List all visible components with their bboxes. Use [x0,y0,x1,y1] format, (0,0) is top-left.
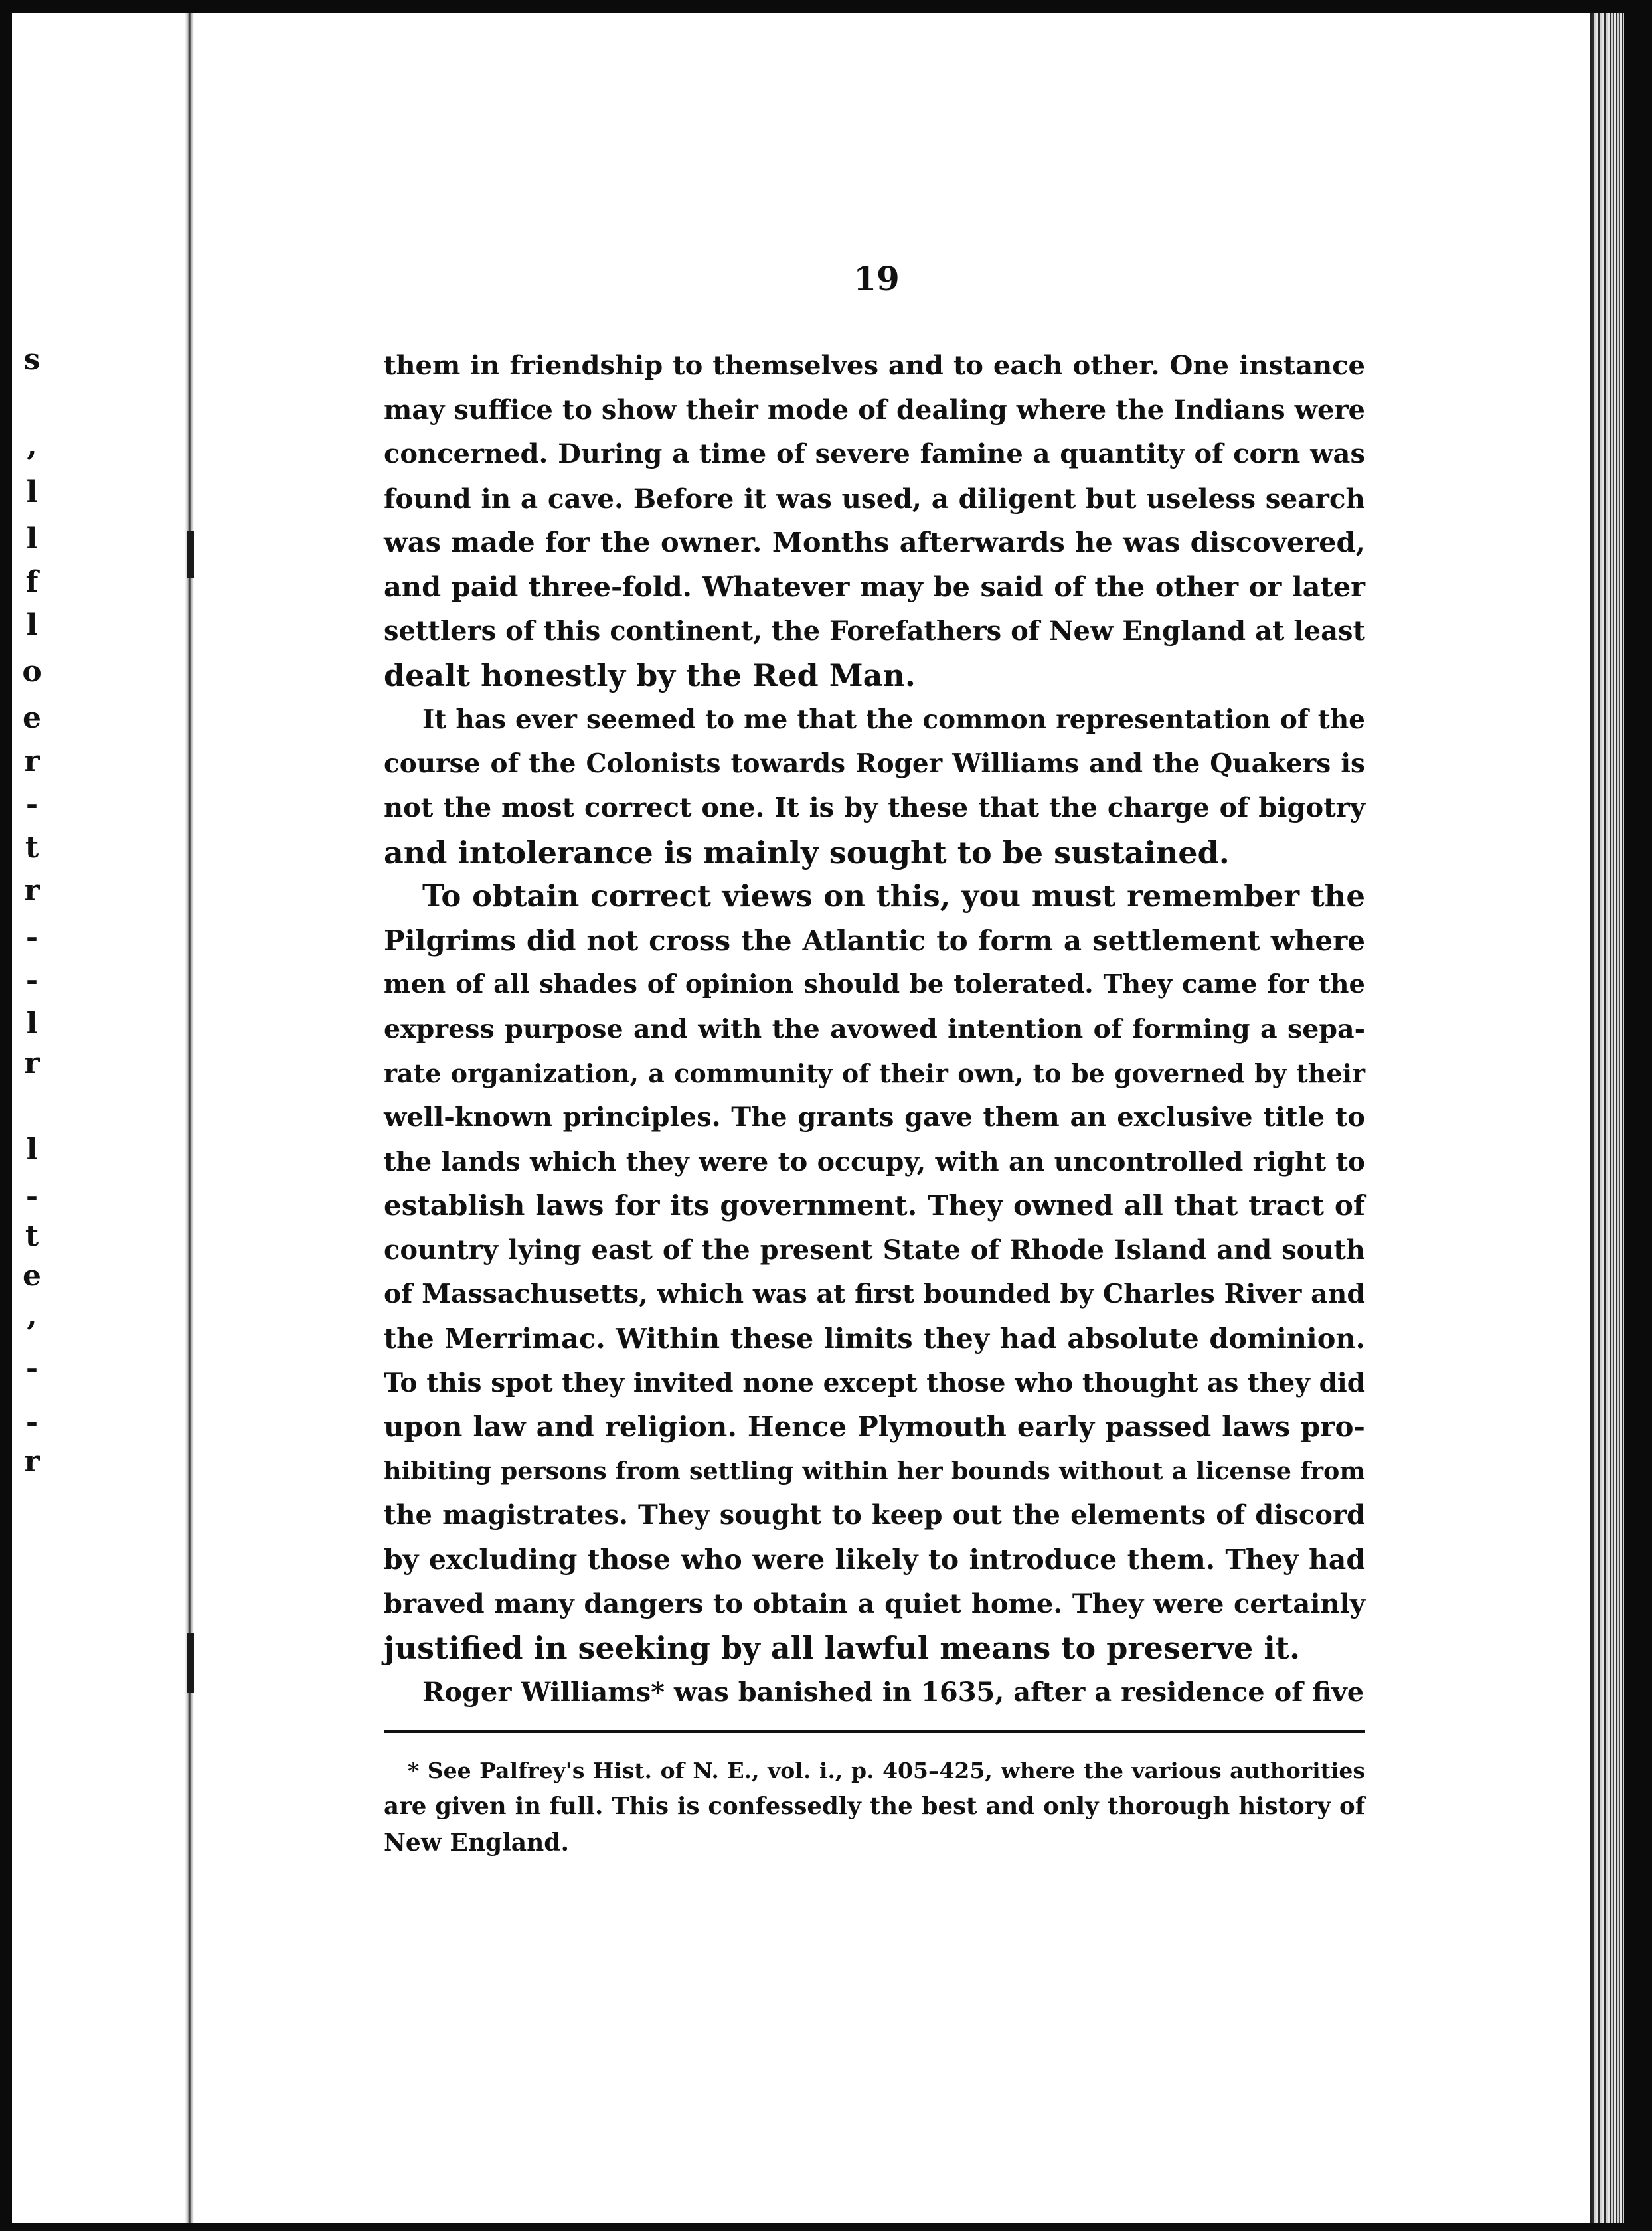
text-line: Roger Williams* was banished in 1635, after a residence of five [422,1676,1364,1708]
page-number: 19 [853,259,900,298]
facing-page-char: o [22,655,42,689]
text-line: by excluding those who were likely to introduce them. They had [384,1544,1365,1576]
text-line: hibiting persons from settling within her bounds without a license from [384,1456,1365,1485]
text-line: men of all shades of opinion should be tolerated. They came for the [384,969,1365,1000]
scan-border-right [1624,0,1652,2231]
facing-page-char: e [23,1259,41,1293]
text-line: To this spot they invited none except those who thought as they did [384,1367,1365,1398]
text-line: establish laws for its government. They owned all that tract of [384,1189,1365,1222]
text-line: rate organization, a community of their own, to be governed by their [384,1058,1365,1088]
facing-page-char: l [26,1007,38,1040]
facing-page-char: l [26,475,38,509]
text-line: It has ever seemed to me that the common representation of the [422,704,1365,735]
facing-page-char: l [26,522,38,556]
facing-page-char: , [27,1299,37,1333]
text-line: found in a cave. Before it was used, a diligent but useless search [384,482,1365,515]
facing-page-char: , [27,429,37,463]
paragraph [384,698,1365,874]
text-line: Pilgrims did not cross the Atlantic to form a settlement where [384,924,1365,957]
text-line: was made for the owner. Months afterwards he was discovered, [384,526,1365,559]
text-line: justified in seeking by all lawful means to preserve it. [384,1630,1301,1667]
facing-page-char: t [25,1219,39,1253]
scan-border-bottom [0,2223,1652,2231]
facing-page-char: - [25,1405,39,1439]
footnote-line: are given in full. This is confessedly the best and only thorough history of [384,1793,1365,1820]
text-line: may suffice to show their mode of dealing where the Indians were [384,394,1365,426]
scan-border-top [0,0,1652,13]
footnote [384,1753,1365,1860]
facing-page-char: - [25,787,39,821]
text-line: well-known principles. The grants gave them an exclusive title to [384,1102,1365,1133]
text-line: concerned. During a time of severe famine a quantity of corn was [384,438,1365,470]
facing-page-char: s [23,343,41,376]
footnote-rule [384,1730,1365,1733]
text-line: the lands which they were to occupy, with an uncontrolled right to [384,1146,1365,1177]
text-line: not the most correct one. It is by these that the charge of bigotry [384,791,1365,823]
text-line: To obtain correct views on this, you must remember the [422,878,1365,914]
facing-page-char: - [25,1352,39,1386]
body-text [384,344,1365,1714]
facing-page-char: - [25,920,39,954]
text-line: braved many dangers to obtain a quiet home. They were certainly [384,1588,1365,1619]
paragraph [384,874,1365,1671]
text-line: dealt honestly by the Red Man. [384,657,916,694]
facing-page-char: r [24,744,40,778]
text-line: them in friendship to themselves and to each other. One instance [384,350,1365,381]
facing-page-char: - [25,1179,39,1213]
paragraph [384,1671,1365,1715]
text-line: express purpose and with the avowed intention of forming a sepa- [384,1013,1365,1044]
footnote-line: New England. [384,1829,569,1857]
scan-border-left [0,0,12,2231]
facing-page-char: r [24,1445,40,1479]
text-line: course of the Colonists towards Roger Williams and the Quakers is [384,748,1365,780]
page-edge-line [1590,13,1592,2223]
facing-page-char: r [24,874,40,908]
footnote-line: * See Palfrey's Hist. of N. E., vol. i., p. 405–425, where the various authorities [408,1758,1365,1783]
facing-page-char: t [25,831,39,865]
text-line: upon law and religion. Hence Plymouth early passed laws pro- [384,1410,1365,1444]
gutter-mark [187,531,194,578]
book-page-edges [1592,13,1624,2223]
facing-page-char: l [26,1133,38,1167]
facing-page-char: - [25,963,39,997]
text-line: the magistrates. They sought to keep out the elements of discord [384,1499,1365,1531]
text-line: and paid three-fold. Whatever may be said of the other or later [384,570,1365,603]
gutter-mark [187,1633,194,1693]
text-line: settlers of this continent, the Forefathers of New England at least [384,615,1365,647]
facing-page-fragments [12,0,52,2231]
paragraph [384,344,1365,698]
text-line: the Merrimac. Within these limits they had absolute dominion. [384,1322,1365,1355]
facing-page-char: l [26,608,38,642]
book-gutter [185,13,194,2223]
text-line: and intolerance is mainly sought to be sustained. [384,834,1230,870]
text-line: of Massachusetts, which was at first bounded by Charles River and [384,1279,1365,1310]
text-line: country lying east of the present State of Rhode Island and south [384,1234,1365,1266]
facing-page-char: e [23,701,41,735]
facing-page-char: r [24,1046,40,1080]
facing-page-char: f [25,565,39,599]
